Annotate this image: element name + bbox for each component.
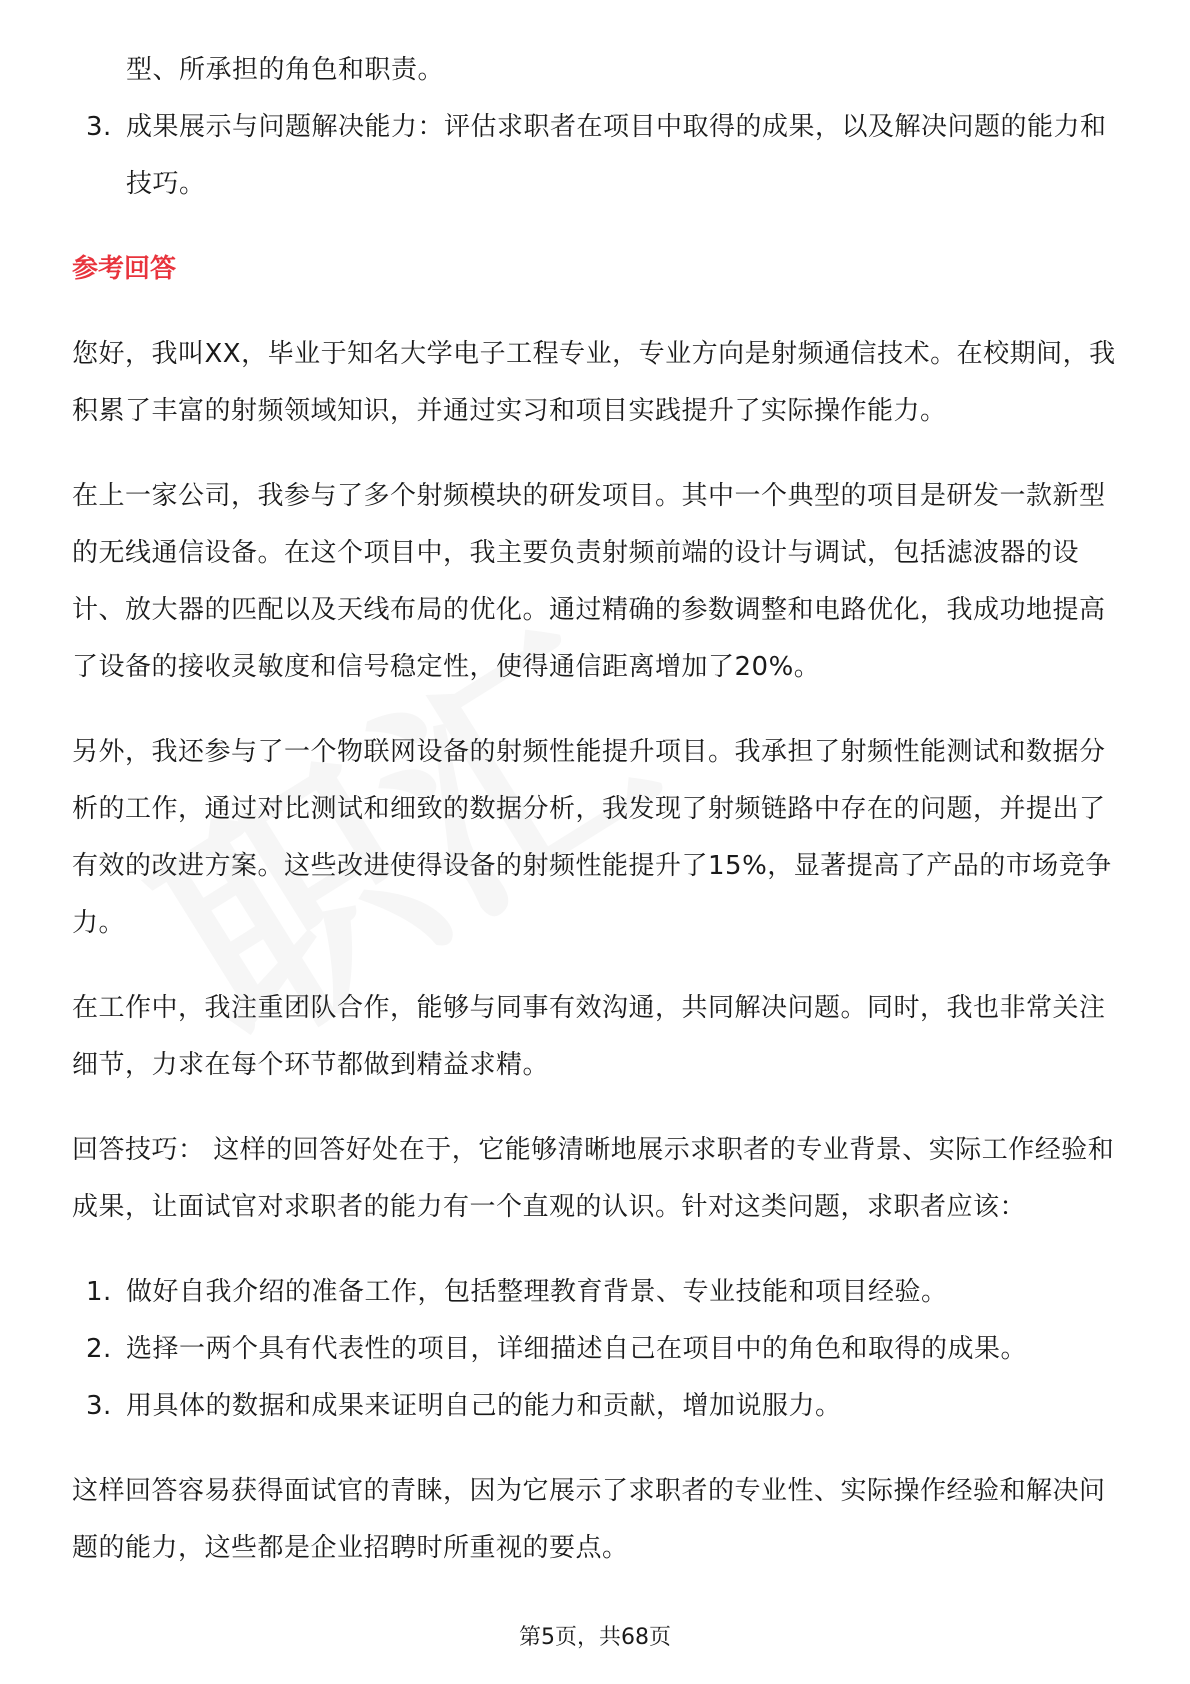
list-continuation: 型、所承担的角色和职责。 (126, 55, 445, 85)
tips-list (72, 1264, 1122, 1435)
section-heading: 参考回答 (72, 254, 177, 284)
list-item (72, 1264, 1122, 1321)
paragraph-tips: 回答技巧： 这样的回答好处在于，它能够清晰地展示求职者的专业背景、实际工作经验和成果，让面试官对求职者的能力有一个直观的认识。针对这类问题，求职者应该： (72, 1135, 1115, 1222)
list-item (72, 99, 1122, 213)
paragraph-project-2: 另外，我还参与了一个物联网设备的射频性能提升项目。我承担了射频性能测试和数据分析的工作，通过对比测试和细致的数据分析，我发现了射频链路中存在的问题，并提出了有效的改进方案。这些改进使得设备的射频性能提升了15%，显著提高了产品的市场竞争力。 (72, 737, 1112, 938)
paragraph-project-1: 在上一家公司，我参与了多个射频模块的研发项目。其中一个典型的项目是研发一款新型的无线通信设备。在这个项目中，我主要负责射频前端的设计与调试，包括滤波器的设计、放大器的匹配以及天线布局的优化。通过精确的参数调整和电路优化，我成功地提高了设备的接收灵敏度和信号稳定性，使得通信距离增加了20%。 (72, 481, 1106, 682)
list-number: 3. (86, 1391, 112, 1421)
list-item-text: 做好自我介绍的准备工作，包括整理教育背景、专业技能和项目经验。 (126, 1277, 948, 1307)
list-item-text: 用具体的数据和成果来证明自己的能力和贡献，增加说服力。 (126, 1391, 842, 1421)
page-content (72, 42, 1122, 1605)
paragraph-intro: 您好，我叫XX，毕业于知名大学电子工程专业，专业方向是射频通信技术。在校期间，我积累了丰富的射频领域知识，并通过实习和项目实践提升了实际操作能力。 (72, 339, 1116, 426)
list-item (72, 1321, 1122, 1378)
list-number: 3. (86, 112, 112, 142)
paragraph-teamwork: 在工作中，我注重团队合作，能够与同事有效沟通，共同解决问题。同时，我也非常关注细节，力求在每个环节都做到精益求精。 (72, 993, 1106, 1080)
list-number: 1. (86, 1277, 112, 1307)
list-item-text: 成果展示与问题解决能力：评估求职者在项目中取得的成果，以及解决问题的能力和技巧。 (126, 112, 1107, 199)
list-item-text: 选择一两个具有代表性的项目，详细描述自己在项目中的角色和取得的成果。 (126, 1334, 1028, 1364)
paragraph-closing: 这样回答容易获得面试官的青睐，因为它展示了求职者的专业性、实际操作经验和解决问题的能力，这些都是企业招聘时所重视的要点。 (72, 1476, 1106, 1563)
criteria-list (72, 99, 1122, 213)
page-number-footer: 第5页，共68页 (519, 1625, 671, 1650)
list-number: 2. (86, 1334, 112, 1364)
list-item (72, 1378, 1122, 1435)
